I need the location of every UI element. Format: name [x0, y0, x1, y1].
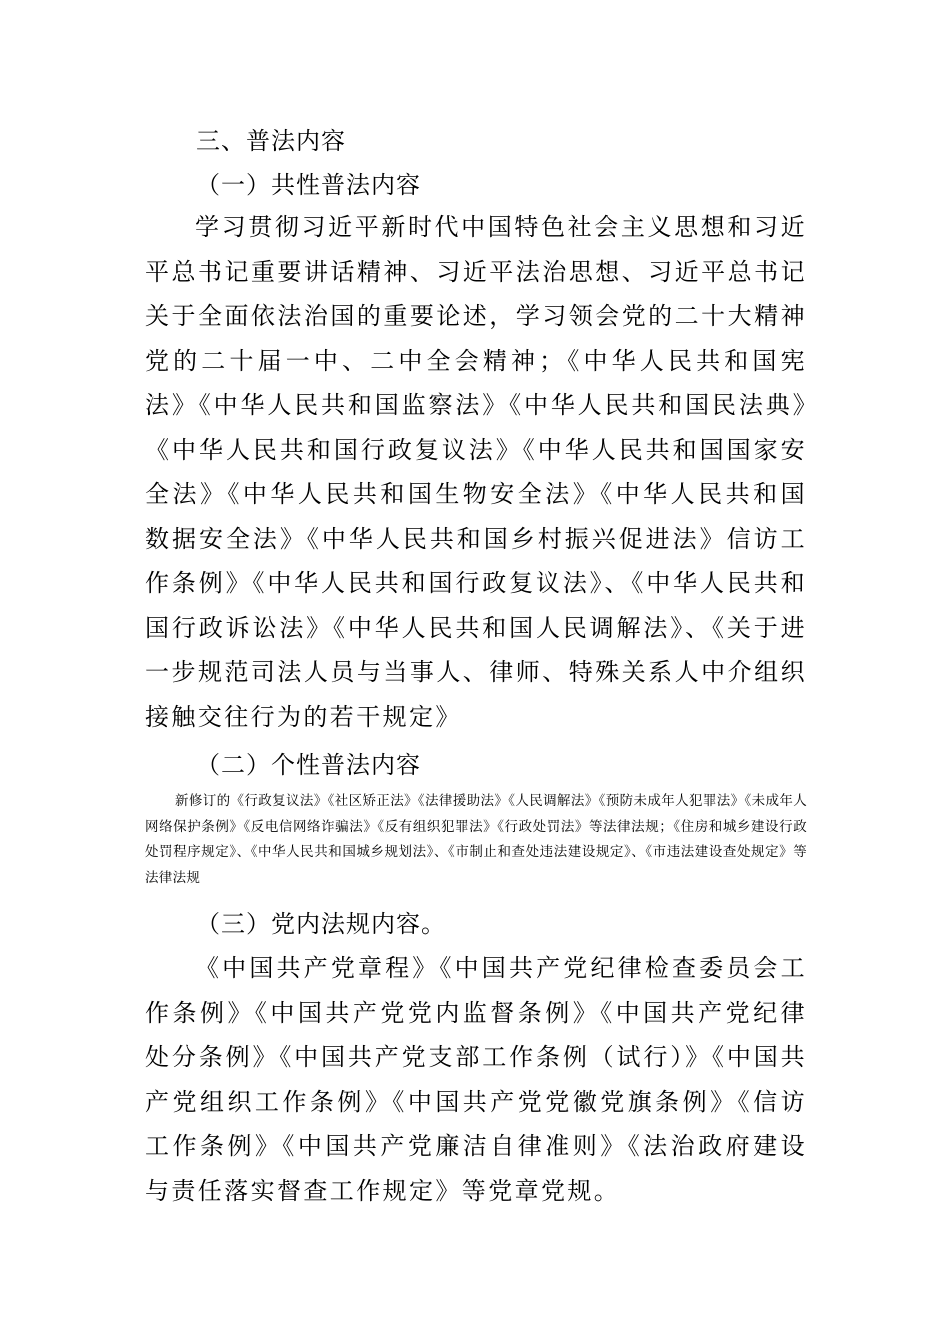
subsection-1-heading: （一）共性普法内容: [196, 171, 421, 199]
subsection-2-heading: （二）个性普法内容: [196, 751, 421, 779]
subsection-3-paragraph: 《中国共产党章程》《中国共产党纪律检查委员会工作条例》《中国共产党党内监督条例》《中国共产党纪律处分条例》《中国共产党支部工作条例（试行）》《中国共产党组织工作条例》《中国共产党党徽党旗条例》《信访工作条例》《中国共产党廉洁自律准则》《法治政府建设与责任落实督查工作规定》等党章党规。: [145, 954, 807, 1205]
subsection-1-paragraph: 学习贯彻习近平新时代中国特色社会主义思想和习近平总书记重要讲话精神、习近平法治思想、习近平总书记关于全面依法治国的重要论述，学习领会党的二十大精神党的二十届一中、二中全会精神；《中华人民共和国宪法》《中华人民共和国监察法》《中华人民共和国民法典》《中华人民共和国行政复议法》《中华人民共和国国家安全法》《中华人民共和国生物安全法》《中华人民共和国数据安全法》《中华人民共和国乡村振兴促进法》信访工作条例》《中华人民共和国行政复议法》、《中华人民共和国行政诉讼法》《中华人民共和国人民调解法》、《关于进一步规范司法人员与当事人、律师、特殊关系人中介组织接触交往行为的若干规定》: [145, 213, 807, 731]
subsection-2-paragraph: 新修订的《行政复议法》《社区矫正法》《法律援助法》《人民调解法》《预防未成年人犯罪法》《未成年人网络保护条例》《反电信网络诈骗法》《反有组织犯罪法》《行政处罚法》等法律法规；《住房和城乡建设行政处罚程序规定》、《中华人民共和国城乡规划法》、《市制止和查处违法建设规定》、《市违法建设查处规定》等法律法规: [145, 793, 807, 886]
section-heading: 三、普法内容: [196, 127, 346, 155]
subsection-3-heading: （三）党内法规内容。: [196, 910, 446, 938]
